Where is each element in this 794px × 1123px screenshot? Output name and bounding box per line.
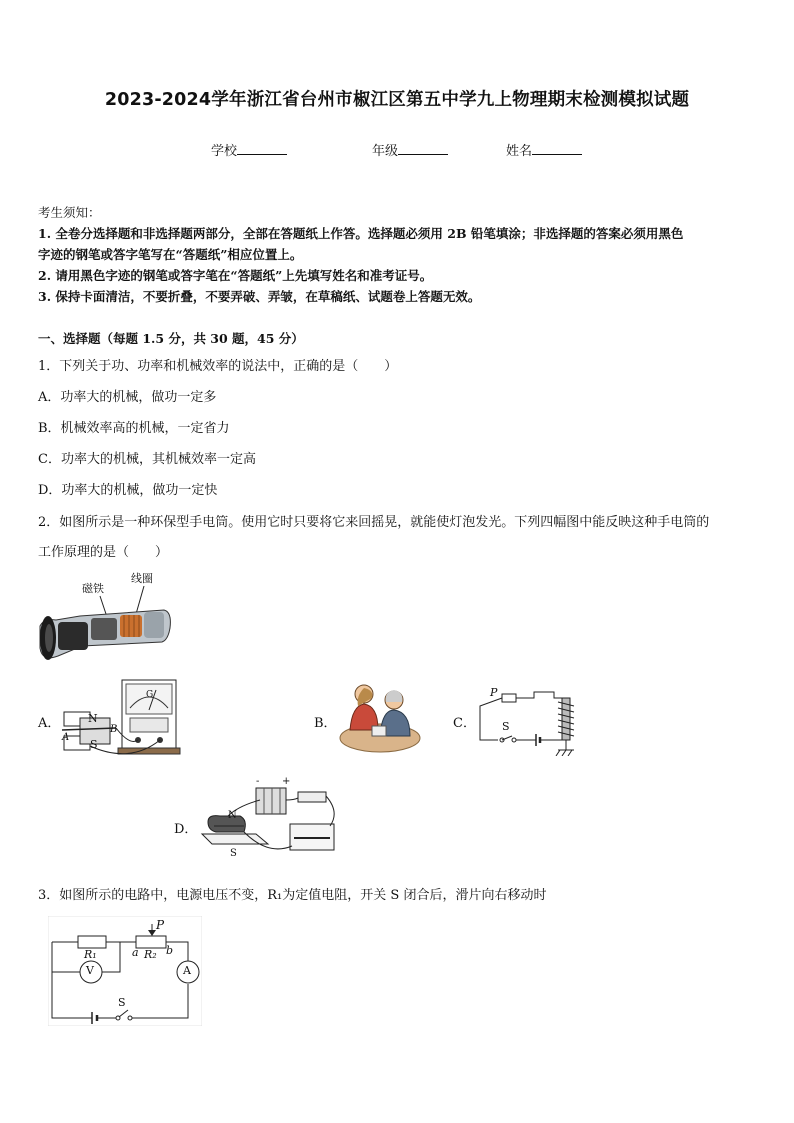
q3-b-label: b (166, 944, 174, 957)
q1-option-d[interactable]: D．功率大的机械，做功一定快 (38, 483, 218, 498)
fig-c-circuit (474, 684, 584, 756)
q3-voltmeter-label: V (86, 964, 94, 977)
q2-stem: 2．如图所示是一种环保型手电筒。使用它时只要将它来回摇晃，就能使灯泡发光。下列四幅图中能反映这种手电筒的 (38, 515, 710, 530)
fig-a-n-label: N (88, 712, 98, 725)
q2-option-c[interactable]: C． (453, 716, 476, 731)
q1-option-c[interactable]: C．功率大的机械，其机械效率一定高 (38, 452, 256, 467)
coil-label: 线圈 (131, 572, 153, 585)
q3-a-label: a (132, 946, 139, 959)
q2-option-d[interactable]: D． (174, 822, 198, 837)
grade-field[interactable]: 年级 (372, 140, 448, 159)
q1-option-a[interactable]: A．功率大的机械，做功一定多 (38, 390, 217, 405)
q2-option-a[interactable]: A． (38, 716, 61, 731)
fig-d-s-label: S (230, 848, 237, 859)
page-title: 2023-2024学年浙江省台州市椒江区第五中学九上物理期末检测模拟试题 (104, 90, 690, 110)
fig-d-n-label: N (228, 810, 237, 821)
fig-a-g-label: G (146, 690, 154, 700)
notice-item-3: 3. 保持卡面清洁，不要折叠，不要弄破、弄皱，在草稿纸、试题卷上答题无效。 (38, 289, 481, 304)
notice-item-1: 1. 全卷分选择题和非选择题两部分，全部在答题纸上作答。选择题必须用 2B 铅笔填涂；非选择题的答案必须用黑色 (38, 226, 684, 241)
section-heading: 一、选择题（每题 1.5 分，共 30 题，45 分） (38, 331, 304, 346)
q3-stem: 3．如图所示的电路中，电源电压不变，R₁为定值电阻，开关 S 闭合后，滑片向右移动时 (38, 888, 547, 903)
notice-item-1-cont: 字迹的钢笔或答字笔写在“答题纸”相应位置上。 (38, 247, 303, 262)
fig-d-plus-label: + (282, 776, 291, 787)
school-field[interactable]: 学校 (211, 140, 287, 159)
q2-option-b[interactable]: B． (314, 716, 337, 731)
fig-c-s-label: S (502, 720, 510, 733)
q3-r2-label: R₂ (144, 948, 157, 961)
q3-ammeter-label: A (183, 964, 191, 977)
fig-a-b-label: B (110, 724, 118, 735)
fig-d-motor (198, 776, 340, 862)
fig-a-s-label: S (90, 738, 98, 751)
q3-r1-label: R₁ (84, 948, 97, 961)
q3-p-label: P (156, 918, 165, 932)
fig-d-minus-label: - (256, 776, 260, 787)
q3-switch-label: S (118, 996, 126, 1009)
magnet-label: 磁铁 (82, 582, 104, 595)
q1-stem: 1．下列关于功、功率和机械效率的说法中，正确的是（ ） (38, 359, 398, 374)
name-field[interactable]: 姓名 (506, 140, 582, 159)
fig-a-galvanometer (60, 676, 182, 760)
flashlight-figure (36, 568, 171, 668)
q1-option-b[interactable]: B．机械效率高的机械，一定省力 (38, 421, 230, 436)
fig-a-a-label: A (62, 732, 70, 743)
fig-c-p-label: P (490, 686, 498, 699)
q3-circuit (48, 916, 202, 1026)
notice-heading: 考生须知： (38, 205, 101, 220)
q2-stem-cont: 工作原理的是（ ） (38, 545, 169, 560)
fig-b-people (338, 680, 422, 756)
notice-item-2: 2. 请用黑色字迹的钢笔或答字笔在“答题纸”上先填写姓名和准考证号。 (38, 268, 433, 283)
